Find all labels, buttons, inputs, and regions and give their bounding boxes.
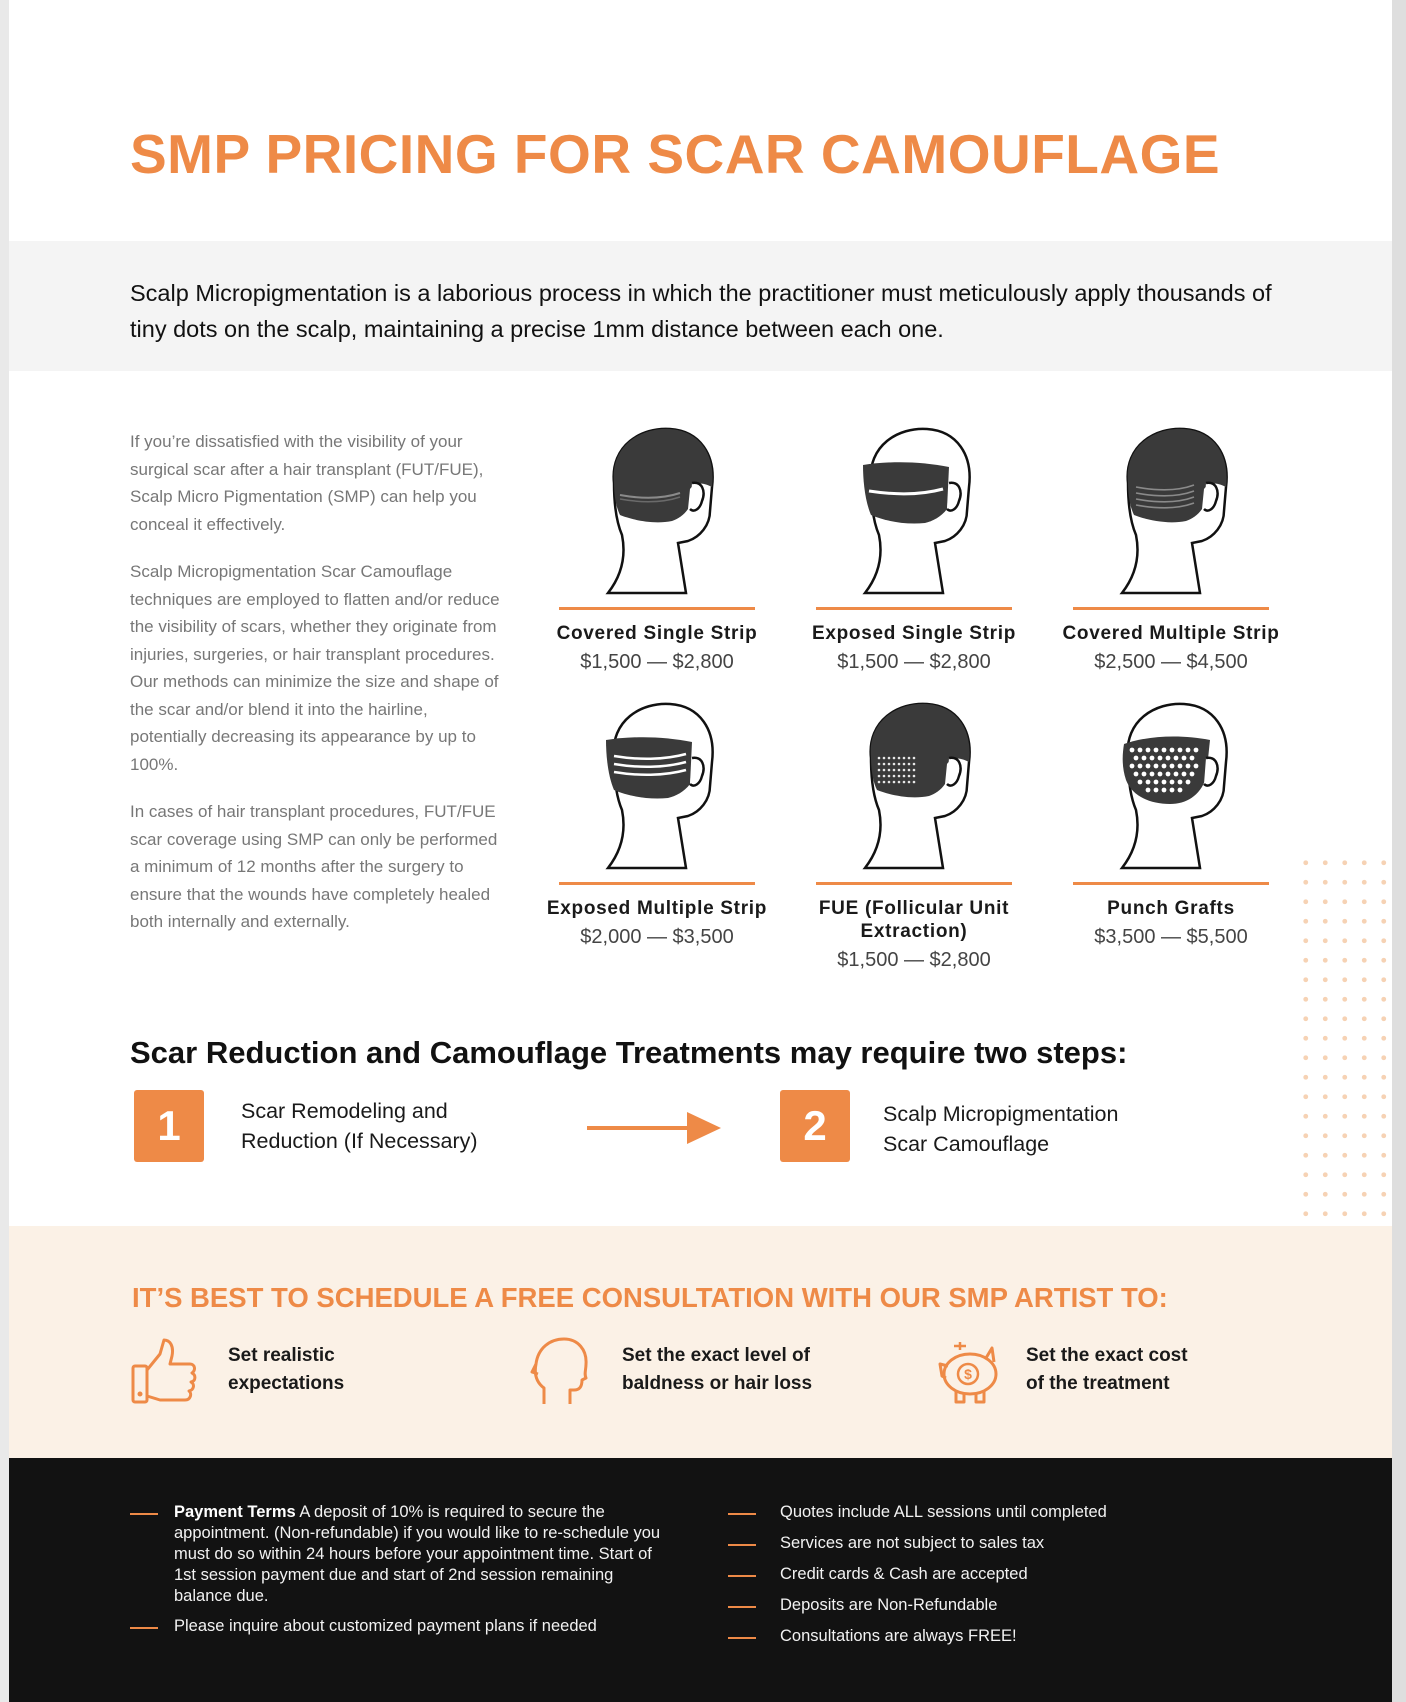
bullet-dash bbox=[728, 1513, 756, 1515]
svg-text:$: $ bbox=[964, 1366, 972, 1382]
step-1-line-1: Scar Remodeling and bbox=[241, 1099, 448, 1123]
card-divider bbox=[1073, 882, 1269, 885]
treatment-card bbox=[786, 700, 1042, 972]
treatment-name: Exposed Single Strip bbox=[811, 623, 1017, 644]
page-right-edge bbox=[1392, 0, 1406, 1702]
description-paragraph-3: In cases of hair transplant procedures, FUT/FUE scar coverage using SMP can only be performed a minimum of 12 months after the surgery to ensure that the wounds have completely healed both internally and externally. bbox=[130, 802, 498, 931]
consult-item-1-line-2: expectations bbox=[228, 1373, 345, 1394]
card-divider bbox=[559, 882, 755, 885]
consult-item-3-line-2: of the treatment bbox=[1026, 1373, 1170, 1394]
intro-band bbox=[9, 241, 1406, 371]
steps-title: Scar Reduction and Camouflage Treatments may require two steps: bbox=[130, 1035, 1128, 1070]
description-paragraph-1: If you’re dissatisfied with the visibility of your surgical scar after a hair transplant (FUT/FUE), Scalp Micro Pigmentation (SMP) can help you conceal it effectively. bbox=[130, 432, 484, 534]
head-fue-icon bbox=[849, 700, 979, 870]
payment-terms-text: A deposit of 10% is required to secure the appointment. (Non-refundable) if you would like to re-schedule you must do so within 24 hours before your appointment time. Start of 1st session payment due and start of 2nd session remaining balance due. bbox=[174, 1503, 661, 1605]
thumbs-up-icon bbox=[130, 1336, 198, 1406]
footer-item: Quotes include ALL sessions until completed bbox=[780, 1503, 1107, 1521]
treatment-name: Covered Multiple Strip bbox=[1062, 623, 1280, 644]
treatment-price: $2,500 — $4,500 bbox=[1094, 651, 1248, 673]
consult-item-cost bbox=[934, 1336, 1294, 1416]
step-1-line-2: Reduction (If Necessary) bbox=[241, 1129, 478, 1153]
treatment-grid bbox=[529, 425, 1299, 985]
head-profile-icon bbox=[530, 1336, 590, 1408]
consultation-band bbox=[9, 1226, 1406, 1458]
consult-item-2-line-2: baldness or hair loss bbox=[622, 1373, 813, 1394]
step-1-text bbox=[241, 1096, 478, 1156]
payment-footer bbox=[9, 1458, 1406, 1702]
card-divider bbox=[816, 607, 1012, 610]
bullet-dash bbox=[728, 1606, 756, 1608]
treatment-price: $3,500 — $5,500 bbox=[1094, 926, 1248, 948]
bullet-dash bbox=[728, 1575, 756, 1577]
consult-item-1-line-1: Set realistic bbox=[228, 1345, 335, 1366]
step-2-text bbox=[883, 1099, 1118, 1159]
step-2-line-2: Scar Camouflage bbox=[883, 1132, 1050, 1156]
bullet-dash bbox=[728, 1637, 756, 1639]
treatment-price: $1,500 — $2,800 bbox=[837, 949, 991, 971]
bullet-dash bbox=[130, 1627, 158, 1629]
page-left-edge bbox=[0, 0, 9, 1702]
footer-item: Deposits are Non-Refundable bbox=[780, 1596, 998, 1614]
step-2-line-1: Scalp Micropigmentation bbox=[883, 1102, 1119, 1126]
card-divider bbox=[559, 607, 755, 610]
page-title: SMP PRICING FOR SCAR CAMOUFLAGE bbox=[130, 123, 1221, 185]
step-1-badge: 1 bbox=[134, 1090, 204, 1162]
treatment-card bbox=[529, 700, 785, 949]
consult-item-3-line-1: Set the exact cost bbox=[1026, 1345, 1188, 1366]
treatment-card bbox=[786, 425, 1042, 674]
head-punch-grafts-icon bbox=[1106, 700, 1236, 870]
consult-item-2-line-1: Set the exact level of bbox=[622, 1345, 810, 1366]
head-exposed-single-strip-icon bbox=[849, 425, 979, 595]
bullet-dash bbox=[728, 1544, 756, 1546]
treatment-name: Punch Grafts bbox=[1107, 898, 1235, 919]
payment-terms-label: Payment Terms bbox=[174, 1503, 296, 1521]
treatment-name: FUE (Follicular Unit Extraction) bbox=[818, 898, 1010, 942]
intro-text: Scalp Micropigmentation is a laborious process in which the practitioner must meticulously apply thousands of tiny dots on the scalp, maintaining a precise 1mm distance between each one. bbox=[130, 280, 1272, 342]
treatment-card bbox=[1043, 700, 1299, 949]
description-paragraph-2: Scalp Micropigmentation Scar Camouflage techniques are employed to flatten and/or reduce the visibility of scars, whether they originate from injuries, surgeries, or hair transplant procedures. Our methods can minimize the size and shape of the scar and/or blend it into the hairline, potentially decreasing its appearance by up to 100%. bbox=[130, 562, 500, 774]
piggy-bank-icon bbox=[934, 1336, 1006, 1406]
consult-item-expectations bbox=[130, 1336, 490, 1416]
footer-item: Consultations are always FREE! bbox=[780, 1627, 1017, 1645]
treatment-name: Covered Single Strip bbox=[556, 623, 758, 644]
footer-item: Services are not subject to sales tax bbox=[780, 1534, 1045, 1552]
step-2-badge: 2 bbox=[780, 1090, 850, 1162]
arrow-right-icon bbox=[587, 1110, 721, 1146]
treatment-price: $1,500 — $2,800 bbox=[580, 651, 734, 673]
treatment-card bbox=[529, 425, 785, 674]
head-covered-single-strip-icon bbox=[592, 425, 722, 595]
bullet-dash bbox=[130, 1513, 158, 1515]
consultation-title: IT’S BEST TO SCHEDULE A FREE CONSULTATION WITH OUR SMP ARTIST TO: bbox=[132, 1282, 1168, 1313]
treatment-card bbox=[1043, 425, 1299, 674]
description-column bbox=[130, 428, 500, 956]
payment-plans-note: Please inquire about customized payment plans if needed bbox=[174, 1617, 597, 1635]
head-exposed-multiple-strip-icon bbox=[592, 700, 722, 870]
consult-item-baldness bbox=[530, 1336, 890, 1416]
card-divider bbox=[1073, 607, 1269, 610]
card-divider bbox=[816, 882, 1012, 885]
footer-item: Credit cards & Cash are accepted bbox=[780, 1565, 1028, 1583]
head-covered-multiple-strip-icon bbox=[1106, 425, 1236, 595]
pricing-page bbox=[9, 0, 1406, 1702]
treatment-name: Exposed Multiple Strip bbox=[546, 898, 768, 919]
treatment-price: $2,000 — $3,500 bbox=[580, 926, 734, 948]
treatment-price: $1,500 — $2,800 bbox=[837, 651, 991, 673]
payment-terms bbox=[174, 1502, 664, 1607]
